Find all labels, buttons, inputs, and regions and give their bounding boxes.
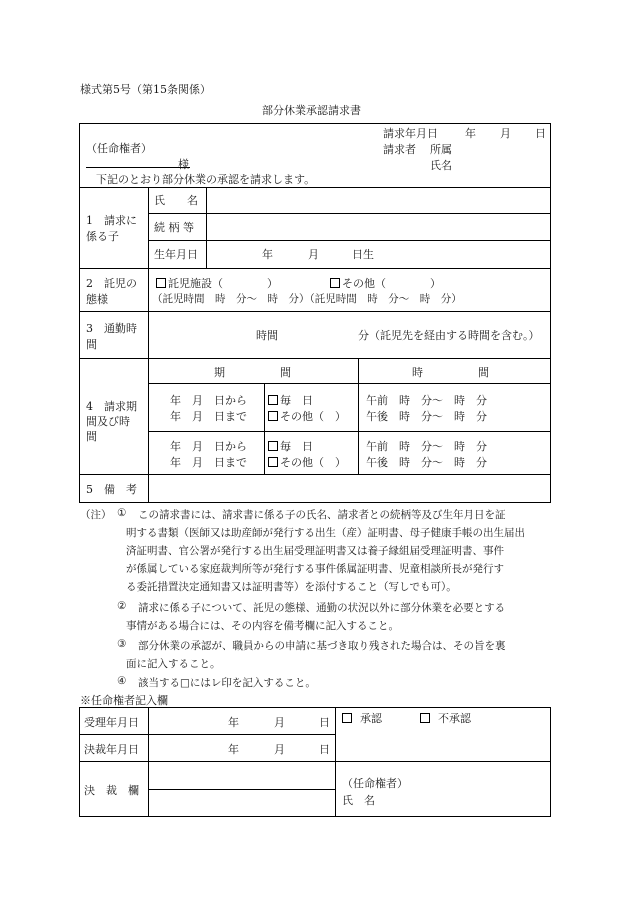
received-year: 年 <box>228 716 239 729</box>
final-appointer-label: （任命権者） <box>342 777 408 790</box>
addressee-suffix: 様 <box>178 158 189 171</box>
note-1-line: 明する書類（医師又は助産師が発行する出生（産）証明書、母子健康手帳の出生届出 <box>126 527 525 539</box>
period-to: 年 月 日まで <box>170 410 247 423</box>
am-time: 午前 時 分～ 時 分 <box>366 440 487 453</box>
final-name-label: 氏 名 <box>342 794 375 807</box>
note-3-line: 部分休業の承認が、職員からの申請に基づき取り残された場合は、その旨を裏 <box>138 640 506 652</box>
received-day: 日 <box>319 716 330 729</box>
birth-day: 日生 <box>352 248 374 261</box>
note-1-line: この請求書には、請求書に係る子の氏名、請求者との続柄等及び生年月日を証 <box>138 509 506 521</box>
appointer-heading: ※任命権者記入欄 <box>80 694 168 707</box>
pm-time: 午後 時 分～ 時 分 <box>366 410 487 423</box>
note-2-line: 請求に係る子について、託児の態様、通勤の状況以外に部分休業を必要とする <box>138 602 506 614</box>
appointer-label: （任命権者） <box>86 142 152 155</box>
page-title: 部分休業承認請求書 <box>262 104 361 117</box>
commute-hours-label: 時間 <box>256 329 278 342</box>
form-number: 様式第5号（第15条関係） <box>80 83 211 96</box>
dept-label: 所属 <box>430 143 452 156</box>
request-month: 月 <box>500 127 511 140</box>
section4-title-3: 間 <box>86 430 97 443</box>
section2-title-1: 2 託児の <box>86 277 137 290</box>
time-header: 時 間 <box>412 366 489 379</box>
child-relation-label: 続 柄 等 <box>154 221 194 234</box>
facility-checkbox[interactable] <box>156 278 166 288</box>
note-4-num: ④ <box>117 675 127 687</box>
decided-date-label: 決裁年月日 <box>84 743 139 756</box>
section4-title-2: 間及び時 <box>86 415 130 428</box>
request-year: 年 <box>465 127 476 140</box>
section3-title-2: 間 <box>86 338 97 351</box>
section1-title-1: 1 請求に <box>86 214 137 227</box>
note-3-line: 面に記入すること。 <box>126 658 221 670</box>
section5-title: 5 備 考 <box>86 483 137 496</box>
disapprove-option[interactable]: 不承認 <box>420 710 471 726</box>
note-2-num: ② <box>117 600 127 612</box>
section3-title-1: 3 通勤時 <box>86 322 137 335</box>
decided-day: 日 <box>319 743 330 756</box>
approve-checkbox[interactable] <box>342 713 352 723</box>
approve-option[interactable]: 承認 <box>342 710 382 726</box>
note-1-num: ① <box>117 507 127 519</box>
other-care-option[interactable]: その他（ ） <box>330 275 441 291</box>
note-2-line: 事情がある場合には、その内容を備考欄に記入すること。 <box>126 620 399 632</box>
period-from: 年 月 日から <box>170 394 247 407</box>
other-checkbox[interactable] <box>268 457 278 467</box>
daily-checkbox[interactable] <box>268 395 278 405</box>
decision-label: 決 裁 欄 <box>84 784 139 797</box>
requester-label: 請求者 <box>383 143 416 156</box>
received-date-label: 受理年月日 <box>84 716 139 729</box>
other-care-checkbox[interactable] <box>330 278 340 288</box>
received-month: 月 <box>274 716 285 729</box>
note-3-num: ③ <box>117 638 127 650</box>
note-1-line: 済証明書、官公署が発行する出生届受理証明書又は養子縁組届受理証明書、事件 <box>126 545 504 557</box>
care-time-line: （託児時間 時 分～ 時 分）（託児時間 時 分～ 時 分） <box>152 293 462 305</box>
note-1-line: る委託措置決定通知書又は証明書等）を添付すること（写しでも可）。 <box>126 581 457 593</box>
birth-month: 月 <box>308 248 319 261</box>
period-to: 年 月 日まで <box>170 456 247 469</box>
child-birth-label: 生年月日 <box>154 248 198 261</box>
period-from: 年 月 日から <box>170 440 247 453</box>
other-checkbox[interactable] <box>268 411 278 421</box>
birth-year: 年 <box>262 248 273 261</box>
decided-year: 年 <box>228 743 239 756</box>
section2-title-2: 態様 <box>86 293 108 306</box>
daily-option[interactable]: 毎 日 <box>268 392 313 408</box>
am-time: 午前 時 分～ 時 分 <box>366 394 487 407</box>
pm-time: 午後 時 分～ 時 分 <box>366 456 487 469</box>
commute-minutes-note: 分（託児先を経由する時間を含む。） <box>358 329 540 342</box>
period-header: 期 間 <box>214 366 291 379</box>
request-statement: 下記のとおり部分休業の承認を請求します。 <box>96 173 316 186</box>
child-name-label: 氏 名 <box>154 194 198 207</box>
other-option[interactable]: その他（ ） <box>268 408 346 424</box>
decided-month: 月 <box>274 743 285 756</box>
notes-prefix: （注） <box>80 509 112 521</box>
facility-option[interactable]: 託児施設（ ） <box>156 275 278 291</box>
section4-title-1: 4 請求期 <box>86 400 137 413</box>
requester-name-label: 氏名 <box>430 159 452 172</box>
request-day: 日 <box>535 127 546 140</box>
other-option[interactable]: その他（ ） <box>268 454 346 470</box>
note-1-line: が係属している家庭裁判所等が発行する事件係属証明書、児童相談所長が発行す <box>126 563 504 575</box>
daily-checkbox[interactable] <box>268 441 278 451</box>
daily-option[interactable]: 毎 日 <box>268 438 313 454</box>
disapprove-checkbox[interactable] <box>420 713 430 723</box>
note-4-line: 該当する□にはレ印を記入すること。 <box>138 677 316 689</box>
request-date-label: 請求年月日 <box>383 127 438 140</box>
section1-title-2: 係る子 <box>86 230 119 243</box>
